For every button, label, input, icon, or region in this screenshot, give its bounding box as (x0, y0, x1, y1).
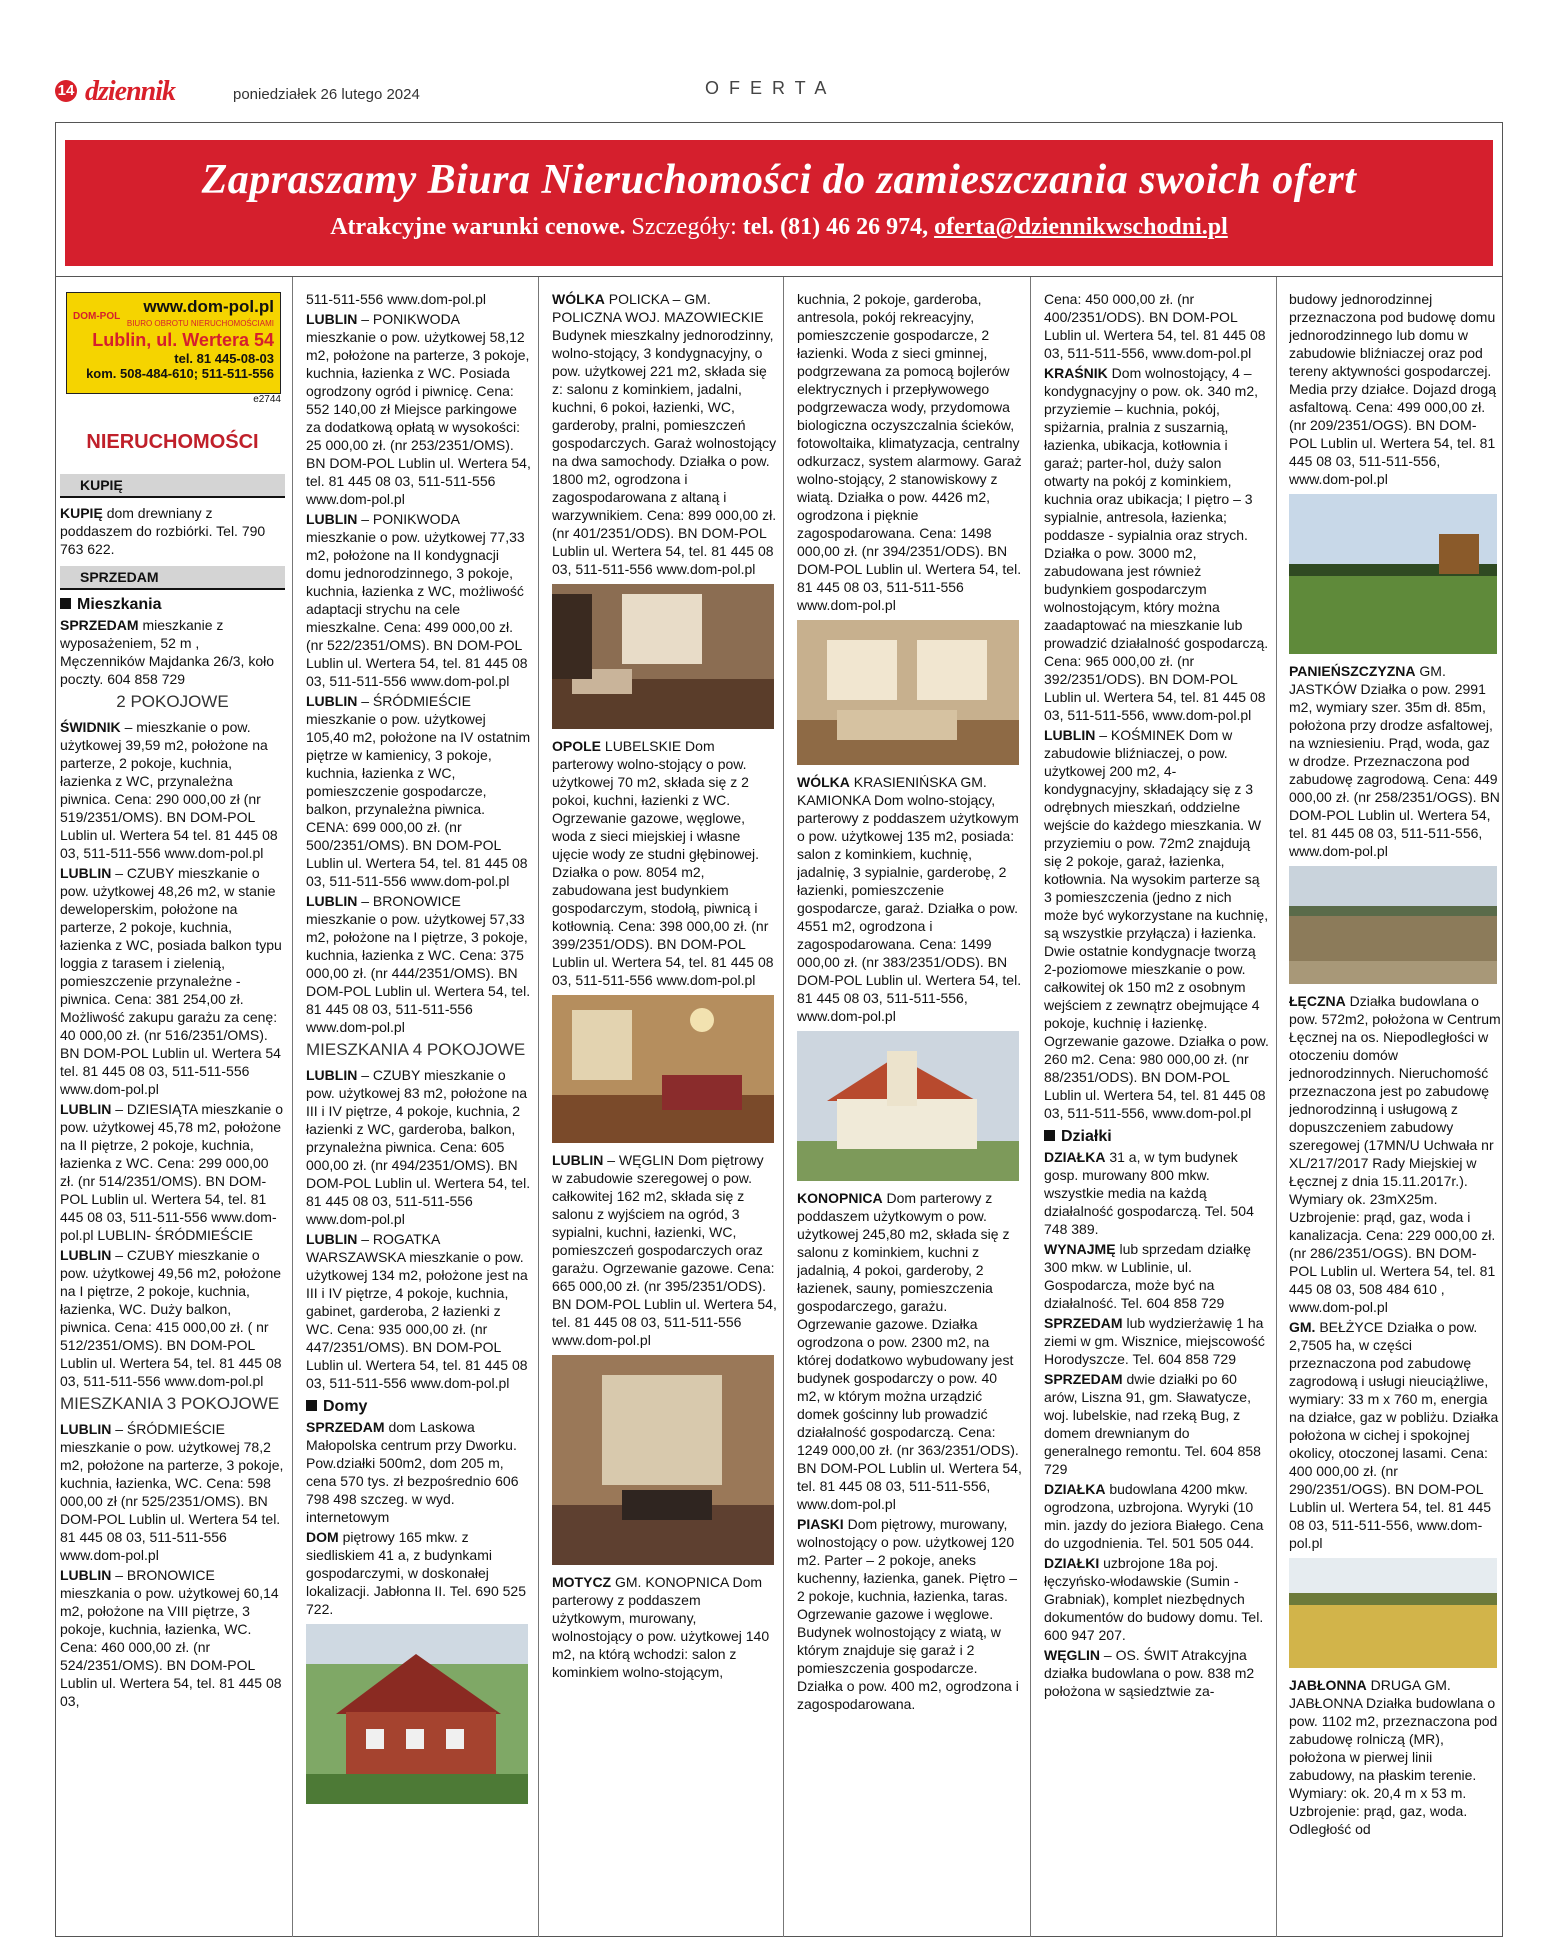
category-title: NIERUCHOMOŚCI (86, 431, 259, 453)
listing: ŁĘCZNA Działka budowlana o pow. 572m2, położona w Centrum Łęcznej na os. Niepodległości w otoczeniu domów jednorodzinnych. Nieruchomość przeznaczona jest po zabudowę jednorodzinną i usługową z dopuszczeniem zabudowy szeregowej (17MN/U Uchwała nr XL/217/2017 Rady Miejskiej w Łęcznej z dnia 15.11.2017r.). Wymiary ok. 23mX25m. Uzbrojenie: prąd, gaz, woda i kanalizacja. Cena: 229 000,00 zł. (nr 286/2351/OGS). BN DOM-POL Lublin ul. Wertera 54, tel. 81 445 08 03, 508 484 610 , www.dom-pol.pl (1289, 993, 1501, 1315)
column-divider (1030, 277, 1031, 1937)
divider (55, 276, 1503, 277)
listing: SPRZEDAM lub wydzierżawię 1 ha ziemi w gm. Wisznice, miejscowość Horodyszcze. Tel. 604 858 729 (1044, 1315, 1265, 1367)
listing: LUBLIN – ŚRÓDMIEŚCIE mieszkanie o pow. użytkowej 78,2 m2, położone na parterze, 3 pokoje, kuchnia, łazienka, WC. Cena: 598 000,00 zł (nr 525/2351/OMS). BN DOM-POL Lublin ul. Wertera 54 tel. 81 445 08 03, 511-511-556 www.dom-pol.pl (60, 1421, 284, 1563)
field-photo (1289, 494, 1497, 654)
ad-address (73, 330, 274, 351)
section-title: OFERTA (705, 78, 837, 98)
listing: PIASKI Dom piętrowy, murowany, wolnostojący o pow. użytkowej 120 m2. Parter – 2 pokoje, aneks kuchenny, łazienka, ganek. Piętro – 2 pokoje, kuchnia, łazienka, taras. Ogrzewanie gazowe i węglowe. Budynek wolnostojący z wiatą, w którym znajduje się garaż i 2 pomieszczenia gospodarcze. Działka o pow. 400 m2, ogrodzona i zagospodarowana. (797, 1516, 1019, 1712)
listing: DZIAŁKI uzbrojone 18a poj. łęczyńsko-włodawskie (Sumin - Grabniak), komplet niezbędnych dokumentów do budowy domu. Tel. 600 947 207. (1044, 1555, 1264, 1643)
listing: SPRZEDAM dwie działki po 60 arów, Liszna 91, gm. Sławatycze, woj. lubelskie, nad rzeką Bug, z domem drewnianym do generalnego remontu. Tel. 604 858 729 (1044, 1371, 1261, 1477)
listing: LUBLIN – PONIKWODA mieszkanie o pow. użytkowej 58,12 m2, położone na parterze, 3 pokoje, kuchnia, łazienka z WC. Posiada ogrodzony ogród i piwnicę. Cena: 552 140,00 zł Miejsce parkingowe za dodatkową opłatą w wysokości: 25 000,00 zł. (nr 253/2351/OMS). BN DOM-POL Lublin ul. Wertera 54, tel. 81 445 08 03, 511-511-556 www.dom-pol.pl (306, 311, 531, 507)
rooms-heading: 2 POKOJOWE (116, 692, 229, 711)
listing: LUBLIN – BRONOWICE mieszkania o pow. użytkowej 60,14 m2, położone na VIII piętrze, 3 pokoje, kuchnia, łazienka, WC. Cena: 460 000,00 zł. (nr 524/2351/OMS). BN DOM-POL Lublin ul. Wertera 54, tel. 81 445 08 03, (60, 1567, 282, 1709)
issue-date: poniedziałek 26 lutego 2024 (233, 86, 420, 103)
listing: DZIAŁKA budowlana 4200 mkw. ogrodzona, uzbrojona. Wyryki (10 min. jazdy do jeziora Białego. Cena do uzgodnienia. Tel. 501 505 044. (1044, 1481, 1264, 1551)
listing: 511-511-556 www.dom-pol.pl (306, 291, 487, 307)
section-bar-kupie: KUPIĘ (60, 474, 285, 498)
column-3 (552, 290, 777, 1930)
page-number: 14 (55, 80, 77, 102)
listing: GM. BEŁŻYCE Działka o pow. 2,7505 ha, w części przeznaczona pod zabudowę zagrodową i usługi nieuciążliwe, wymiary: 33 m x 760 m, energia na działce, gaz w pobliżu. Działka położona w cichej i spokojnej okolicy, otoczonej lasami. Cena: 400 000,00 zł. (nr 290/2351/OGS). BN DOM-POL Lublin ul. Wertera 54, tel. 81 445 08 03, 511-511-556, www.dom-pol.pl (1289, 1319, 1499, 1551)
interior-photo (552, 995, 774, 1143)
ad-website[interactable]: www.dom-pol.pl (143, 297, 274, 316)
column-divider (1276, 277, 1277, 1937)
column-2 (306, 290, 531, 1930)
listing: ŚWIDNIK – mieszkanie o pow. użytkowej 39,59 m2, położone na parterze, 2 pokoje, kuchnia, łazienka z WC, przynależna piwnica. Cena: 290 000,00 zł (nr 519/2351/OMS). BN DOM-POL Lublin ul. Wertera 54 tel. 81 445 08 03, 511-511-556 www.dom-pol.pl (60, 719, 278, 861)
banner-bold: Atrakcyjne warunki cenowe. (330, 214, 626, 240)
column-6 (1289, 290, 1501, 1930)
dom-pol-ad (66, 292, 281, 394)
page-header (55, 76, 1503, 110)
promo-banner (65, 140, 1493, 266)
interior-photo (552, 1355, 774, 1565)
listing: LUBLIN – ROGATKA WARSZAWSKA mieszkanie o pow. użytkowej 134 m2, położone jest na III i IV piętrze, 4 pokoje, kuchnia, gabinet, garderoba, 2 łazienki z WC. Cena: 935 000,00 zł. (nr 447/2351/OMS). BN DOM-POL Lublin ul. Wertera 54, tel. 81 445 08 03, 511-511-556 www.dom-pol.pl (306, 1231, 528, 1391)
ad-subtitle: BIURO OBROTU NIERUCHOMOŚCIAMI (126, 319, 274, 328)
listing: budowy jednorodzinnej przeznaczona pod budowę domu jednorodzinnego lub domu w zabudowie bliźniaczej oraz pod tereny aktywności gospodarczej. Media przy działce. Dojazd drogą asfaltową. Cena: 499 000,00 zł. (nr 209/2351/OGS). BN DOM-POL Lublin ul. Wertera 54, tel. 81 445 08 03, 511-511-556, www.dom-pol.pl (1289, 291, 1496, 487)
banner-details: Szczegóły: (631, 214, 737, 240)
rooms-heading: MIESZKANIA 4 POKOJOWE (306, 1040, 526, 1059)
listing: PANIEŃSZCZYZNA GM. JASTKÓW Działka o pow. 2991 m2, wymiary szer. 35m dł. 85m, położona przy drodze asfaltowej, na wzniesieniu. Prąd, woda, gaz w drodze. Przeznaczona pod zabudowę zagrodową. Cena: 449 000,00 zł. (nr 258/2351/OGS). BN DOM-POL Lublin ul. Wertera 54, tel. 81 445 08 03, 511-511-556, www.dom-pol.pl (1289, 663, 1500, 859)
section-bar-sprzedam: SPRZEDAM (60, 566, 285, 590)
plot-photo (1289, 866, 1497, 984)
listing: MOTYCZ GM. KONOPNICA Dom parterowy z poddaszem użytkowym, murowany, wolnostojący o pow. użytkowej 140 m2, na którą wchodzi: salon z kominkiem wolno-stojącym, (552, 1574, 770, 1680)
banner-email-link[interactable]: oferta@dziennikwschodni.pl (934, 214, 1228, 240)
listing: LUBLIN – WĘGLIN Dom piętrowy w zabudowie szeregowej o pow. całkowitej 162 m2, składa się z salonu z wyjściem na ogród, 3 sypialni, kuchni, łazienki, WC, pomieszczeń gospodarczych oraz garażu. Ogrzewanie gazowe. Cena: 665 000,00 zł. (nr 395/2351/ODS). BN DOM-POL Lublin ul. Wertera 54, tel. 81 445 08 03, 511-511-556 www.dom-pol.pl (552, 1152, 777, 1348)
subsection-mieszkania: Mieszkania (60, 596, 285, 614)
listing: LUBLIN – ŚRÓDMIEŚCIE mieszkanie o pow. użytkowej 105,40 m2, położone na IV ostatnim piętrze w kamienicy, 3 pokoje, kuchnia, łazienka z WC, pomieszczenie gospodarcze, balkon, przynależna piwnica. CENA: 699 000,00 zł. (nr 500/2351/OMS). BN DOM-POL Lublin ul. Wertera 54, tel. 81 445 08 03, 511-511-556 www.dom-pol.pl (306, 693, 531, 889)
listing: Cena: 450 000,00 zł. (nr 400/2351/ODS). BN DOM-POL Lublin ul. Wertera 54, tel. 81 445 08 03, 511-511-556, www.dom-pol.pl (1044, 291, 1266, 361)
house-photo (306, 1624, 528, 1804)
listing: LUBLIN – CZUBY mieszkanie o pow. użytkowej 49,56 m2, położone na I piętrze, 2 pokoje, kuchnia, łazienka, WC. Duży balkon, piwnica. Cena: 415 000,00 zł. ( nr 512/2351/OMS). BN DOM-POL Lublin ul. Wertera 54, tel. 81 445 08 03, 511-511-556 www.dom-pol.pl (60, 1247, 282, 1389)
listing: SPRZEDAM mieszkanie z wyposażeniem, 52 m , Męczenników Majdanka 26/3, koło poczty. 604 858 729 (60, 617, 275, 687)
listing: KONOPNICA Dom parterowy z poddaszem użytkowym o pow. użytkowej 245,80 m2, składa się z salonu z kominkiem, kuchni z jadalnią, 4 pokoi, garderoby, 2 łazienek, sauny, pomieszczenia gospodarczego, garażu. Ogrzewanie gazowe. Działka ogrodzona o pow. 2300 m2, na której dodatkowo wybudowany jest budynek gospodarczy o pow. 40 m2, w którym można urządzić domek gościnny lub prowadzić działalność gospodarczą. Cena: 1249 000,00 zł. (nr 363/2351/ODS). BN DOM-POL Lublin ul. Wertera 54, tel. 81 445 08 03, 511-511-556, www.dom-pol.pl (797, 1190, 1022, 1512)
ad-street: ul. Wertera 54 (156, 330, 274, 350)
house-photo (797, 1031, 1019, 1181)
listing: WÓLKA POLICKA – GM. POLICZNA WOJ. MAZOWIECKIE Budynek mieszkalny jednorodzinny, wolno-stojący, 3 kondygnacyjny, o pow. użytkowej 221 m2, składa się z: salonu z kominkiem, jadalni, kuchni, 6 pokoi, łazienki, WC, garderoby, pralni, pomieszczeń gospodarczych. Garaż wolnostojący na dwa samochody. Działka o pow. 1800 m2, ogrodzona i zagospodarowana z altaną i warzywnikiem. Cena: 899 000,00 zł. (nr 401/2351/ODS). BN DOM-POL Lublin ul. Wertera 54, tel. 81 445 08 03, 511-511-556 www.dom-pol.pl (552, 291, 777, 577)
listing: WYNAJMĘ lub sprzedam działkę 300 mkw. w Lublinie, ul. Gospodarcza, może być na działalność. Tel. 604 858 729 (1044, 1241, 1251, 1311)
listing: SPRZEDAM dom Laskowa Małopolska centrum przy Dworku. Pow.działki 500m2, dom 205 m, cena 570 tys. zł bezpośrednio 606 798 498 szczeg. w wyd. internetowym (306, 1419, 519, 1525)
ad-city: Lublin, (92, 330, 152, 350)
listing: JABŁONNA DRUGA GM. JABŁONNA Działka budowlana o pow. 1102 m2, przeznaczona pod zabudowę rolniczą (MR), położona w pierwej linii zabudowy, na płaskim terenie. Wymiary: ok. 20,4 m x 53 m. Uzbrojenie: prąd, gaz, woda. Odległość od (1289, 1677, 1498, 1837)
wheat-field-photo (1289, 1558, 1497, 1668)
banner-contact (65, 214, 1493, 241)
rooms-heading: MIESZKANIA 3 POKOJOWE (60, 1394, 280, 1413)
listing: OPOLE LUBELSKIE Dom parterowy wolno-stojący o pow. użytkowej 70 m2, składa się z 2 pokoi, kuchni, łazienki z WC. Ogrzewanie gazowe, węglowe, woda z sieci miejskiej i własne ujęcie wody ze studni głębinowej. Działka o pow. 8054 m2, zabudowana jest budynkiem gospodarczym, stodołą, piwnicą i kotłownią. Cena: 398 000,00 zł. (nr 399/2351/ODS). BN DOM-POL Lublin ul. Wertera 54, tel. 81 445 08 03, 511-511-556 www.dom-pol.pl (552, 738, 774, 988)
ad-code: e2744 (253, 394, 281, 405)
living-room-photo (552, 584, 774, 729)
living-room-photo (797, 620, 1019, 765)
column-divider (783, 277, 784, 1937)
listing: DZIAŁKA 31 a, w tym budynek gosp. murowany 800 mkw. wszystkie media na każdą działalność gospodarczą. Tel. 504 748 389. (1044, 1149, 1254, 1237)
listing: WĘGLIN – OS. ŚWIT Atrakcyjna działka budowlana o pow. 838 m2 położona w sąsiedztwie za- (1044, 1647, 1255, 1699)
listing: WÓLKA KRASIENIŃSKA GM. KAMIONKA Dom wolno-stojący, parterowy z poddaszem użytkowym o pow. użytkowej 135 m2, posiada: salon z kominkiem, kuchnię, jadalnię, 3 sypialnie, garderobę, 2 łazienki, pomieszczenie gospodarcze, garaż. Działka o pow. 4551 m2, ogrodzona i zagospodarowana. Cena: 1499 000,00 zł. (nr 383/2351/ODS). BN DOM-POL Lublin ul. Wertera 54, tel. 81 445 08 03, 511-511-556, www.dom-pol.pl (797, 774, 1022, 1024)
listing: LUBLIN – BRONOWICE mieszkanie o pow. użytkowej 57,33 m2, położone na I piętrze, 3 pokoje, kuchnia, łazienka z WC. Cena: 375 000,00 zł. (nr 444/2351/OMS). BN DOM-POL Lublin ul. Wertera 54, tel. 81 445 08 03, 511-511-556 www.dom-pol.pl (306, 893, 531, 1035)
column-divider (292, 277, 293, 1937)
subsection-dzialki: Działki (1044, 1128, 1269, 1146)
listing: LUBLIN – CZUBY mieszkanie o pow. użytkowej 83 m2, położone na III i IV piętrze, 4 pokoje, kuchnia, 2 łazienki z WC, garderoba, balkon, przynależna piwnica. Cena: 605 000,00 zł. (nr 494/2351/OMS). BN DOM-POL Lublin ul. Wertera 54, tel. 81 445 08 03, 511-511-556 www.dom-pol.pl (306, 1067, 531, 1227)
ad-phone: tel. 81 445-08-03 (174, 351, 274, 366)
column-4 (797, 290, 1022, 1930)
listing: LUBLIN – DZIESIĄTA mieszkanie o pow. użytkowej 45,78 m2, położone na II piętrze, 2 pokoje, kuchnia, łazienka z WC. Cena: 299 000,00 zł. (nr 514/2351/OMS). BN DOM-POL Lublin ul. Wertera 54, tel. 81 445 08 03, 511-511-556 www.dom-pol.pl LUBLIN- ŚRÓDMIEŚCIE (60, 1101, 284, 1243)
listing: LUBLIN – CZUBY mieszkanie o pow. użytkowej 48,26 m2, w stanie deweloperskim, położone na parterze, 2 pokoje, kuchnia, łazienka z WC, posiada balkon typu loggia z tarasem i zielenią, pomieszczenie przynależne - piwnica. Cena: 381 254,00 zł. Możliwość zakupu garażu za cenę: 40 000,00 zł. (nr 516/2351/OMS). BN DOM-POL Lublin ul. Wertera 54 tel. 81 445 08 03, 511-511-556 www.dom-pol.pl (60, 865, 282, 1097)
column-1 (60, 290, 285, 1930)
listing: KRAŚNIK Dom wolnostojący, 4 – kondygnacyjny o pow. ok. 340 m2, przyziemie – kuchnia, pokój, spiżarnia, pralnia z suszarnią, łazienka, ubikacja, kotłownia i garaż; parter-hol, duży salon otwarty na pokój z kominkiem, kuchnia oraz ubikacja; I piętro – 3 sypialnie, antresola, łazienka; poddasze - sypialnia oraz strych. Działka o pow. 3000 m2, zabudowana jest również budynkiem gospodarczym wolnostojącym, który można zaadaptować na mieszkanie lub prowadzić działalność gospodarczą. Cena: 965 000,00 zł. (nr 392/2351/ODS). BN DOM-POL Lublin ul. Wertera 54, tel. 81 445 08 03, 511-511-556, www.dom-pol.pl (1044, 365, 1269, 723)
banner-title: Zapraszamy Biura Nieruchomości do zamieszczania swoich ofert (201, 157, 1357, 203)
listing: kuchnia, 2 pokoje, garderoba, antresola, pokój rekreacyjny, pomieszczenie gospodarcze, 2 łazienki. Woda z sieci gminnej, podgrzewana za pomocą bojlerów elektrycznych i przepływowego podgrzewacza wody, przydomowa biologiczna oczyszczalnia ścieków, fotowoltaika, klimatyzacja, centralny odkurzacz, system alarmowy. Garaż wolno-stojący, 2 stanowiskowy z wiatą. Działka o pow. 4426 m2, ogrodzona i pięknie zagospodarowana. Cena: 1498 000,00 zł. (nr 394/2351/ODS). BN DOM-POL Lublin ul. Wertera 54, tel. 81 445 08 03, 511-511-556 www.dom-pol.pl (797, 291, 1022, 613)
listing: LUBLIN – PONIKWODA mieszkanie o pow. użytkowej 77,33 m2, położone na II kondygnacji domu jednorodzinnego, 3 pokoje, kuchnia, łazienka z WC, możliwość adaptacji strychu na cele mieszkalne. Cena: 499 000,00 zł. (nr 522/2351/OMS). BN DOM-POL Lublin ul. Wertera 54, tel. 81 445 08 03, 511-511-556 www.dom-pol.pl (306, 511, 528, 689)
newspaper-logo: dziennik (85, 76, 176, 107)
banner-phone: tel. (81) 46 26 974, (742, 214, 929, 240)
column-5 (1044, 290, 1269, 1930)
listing: DOM piętrowy 165 mkw. z siedliskiem 41 a, z budynkami gospodarczymi, w doskonałej lokalizacji. Jabłonna II. Tel. 690 525 722. (306, 1529, 526, 1617)
ad-brand: DOM-POL (73, 311, 121, 322)
column-divider (538, 277, 539, 1937)
subsection-domy: Domy (306, 1398, 531, 1416)
listing: LUBLIN – KOŚMINEK Dom w zabudowie bliźniaczej, o pow. użytkowej 200 m2, 4-kondygnacyjny, składający się z 3 odrębnych mieszkań, oddzielne wejście do każdego mieszkania. W przyziemiu o pow. 72m2 znajdują się 2 pokoje, garaż, łazienka, kotłownia. Na wysokim parterze są 3 pomieszczenia (jedno z nich może być wykorzystane na kuchnię, są wszystkie przyłącza) i łazienka. Dwie ostatnie kondygnacje tworzą 2-poziomowe mieszkanie o pow. całkowitej ok 150 m2 z osobnym wejściem z zewnątrz obejmujące 4 pokoje, kuchnię i łazienkę. Ogrzewanie gazowe. Działka o pow. 260 m2. Cena: 980 000,00 zł. (nr 88/2351/ODS). BN DOM-POL Lublin ul. Wertera 54, tel. 81 445 08 03, 511-511-556, www.dom-pol.pl (1044, 727, 1269, 1121)
listing: KUPIĘ dom drewniany z poddaszem do rozbiórki. Tel. 790 763 622. (60, 505, 266, 557)
ad-mobile: kom. 508-484-610; 511-511-556 (86, 366, 274, 381)
